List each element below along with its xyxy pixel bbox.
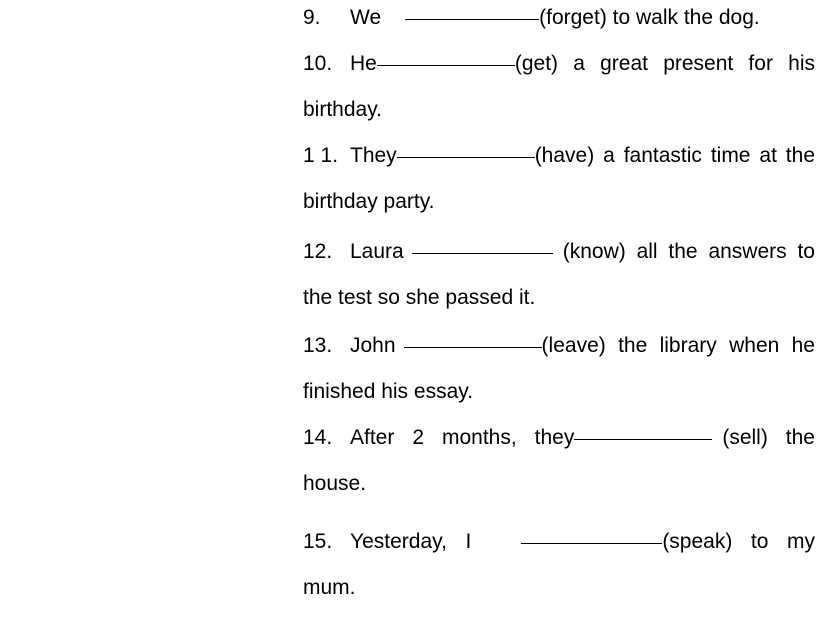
item-verb-hint: (forget) xyxy=(539,6,607,29)
answer-blank[interactable] xyxy=(377,65,515,66)
item-rest: a fantastic time at the birthday party. xyxy=(303,144,815,213)
item-subject: After 2 months, they xyxy=(350,426,575,449)
exercise-item-13 xyxy=(303,323,815,415)
item-rest: to walk the dog. xyxy=(606,6,760,29)
item-rest: all the answers to the test so she passed it. xyxy=(303,240,815,309)
item-number: 15. xyxy=(303,530,333,553)
item-subject: He xyxy=(350,52,377,75)
exercise-item-11 xyxy=(303,133,815,225)
item-rest: to my mum. xyxy=(303,530,815,599)
item-rest: the library when he finished his essay. xyxy=(303,334,815,403)
item-number: 14. xyxy=(303,426,333,449)
item-number: 10. xyxy=(303,52,333,75)
exercise-item-12 xyxy=(303,229,815,321)
exercise-item-14 xyxy=(303,415,815,507)
item-number: 9. xyxy=(303,6,321,29)
item-number: 12. xyxy=(303,240,333,263)
answer-blank[interactable] xyxy=(404,347,542,348)
exercise-list xyxy=(303,0,815,611)
answer-blank[interactable] xyxy=(405,19,539,20)
item-verb-hint: (know) xyxy=(562,240,626,263)
item-subject: Laura xyxy=(350,240,404,263)
answer-blank[interactable] xyxy=(397,157,535,158)
item-rest: the house. xyxy=(303,426,815,495)
item-verb-hint: (speak) xyxy=(662,530,733,553)
item-number: 13. xyxy=(303,334,333,357)
item-rest: a great present for his birthday. xyxy=(303,52,815,121)
answer-blank[interactable] xyxy=(412,253,553,254)
exercise-item-10 xyxy=(303,41,815,133)
exercise-item-9 xyxy=(303,0,815,41)
exercise-item-15 xyxy=(303,519,815,611)
answer-blank[interactable] xyxy=(521,543,662,544)
item-subject: Yesterday, I xyxy=(350,530,472,553)
item-subject: They xyxy=(350,144,397,167)
item-verb-hint: (leave) xyxy=(541,334,606,357)
item-verb-hint: (sell) xyxy=(722,426,768,449)
item-verb-hint: (have) xyxy=(534,144,595,167)
item-subject: John xyxy=(350,334,396,357)
item-subject: We xyxy=(350,6,382,29)
item-number: 1 1. xyxy=(303,144,339,167)
item-verb-hint: (get) xyxy=(514,52,559,75)
answer-blank[interactable] xyxy=(574,439,712,440)
